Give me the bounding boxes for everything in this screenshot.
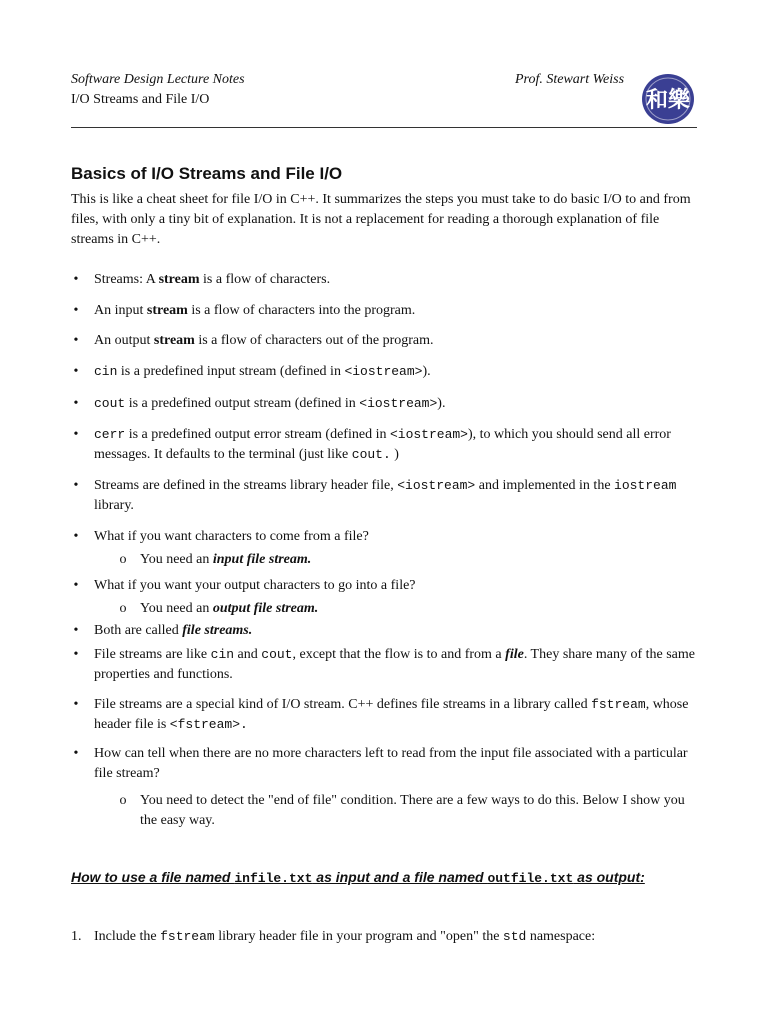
bullet-icon: •	[73, 303, 79, 318]
bullet-icon: •	[73, 427, 79, 442]
author-name: Prof. Stewart Weiss	[515, 72, 625, 87]
lecture-subtitle: I/O Streams and File I/O	[71, 92, 210, 107]
sub-bullet-icon: o	[119, 601, 127, 616]
bullet-icon: •	[73, 478, 79, 493]
course-title: Software Design Lecture Notes	[71, 72, 245, 87]
bullet-icon: •	[73, 578, 79, 593]
seal-logo-icon	[640, 72, 696, 126]
intro-paragraph: This is like a cheat sheet for file I/O in C++. It summarizes the steps you must take to do basic I/O to and from files, with only a tiny bit of explanation. It is not a replacement for reading a thorough explanation of file streams in C++.	[71, 192, 691, 247]
bullet-icon: •	[73, 746, 79, 761]
svg-text:和樂: 和樂	[645, 87, 691, 113]
sub-bullet-icon: o	[119, 793, 127, 808]
step-number: 1.	[71, 929, 82, 944]
page-title: Basics of I/O Streams and File I/O	[71, 164, 343, 183]
page-header	[71, 72, 697, 128]
header-divider	[71, 127, 697, 128]
bullet-icon: •	[73, 697, 79, 712]
sub-bullet-icon: o	[119, 552, 127, 567]
bullet-icon: •	[73, 529, 79, 544]
bullet-icon: •	[73, 364, 79, 379]
bullet-icon: •	[73, 272, 79, 287]
bullet-icon: •	[73, 647, 79, 662]
bullet-icon: •	[73, 396, 79, 411]
bullet-icon: •	[73, 333, 79, 348]
bullet-icon: •	[73, 623, 79, 638]
section-heading: How to use a file named infile.txt as input and a file named outfile.txt as output:	[71, 869, 645, 886]
